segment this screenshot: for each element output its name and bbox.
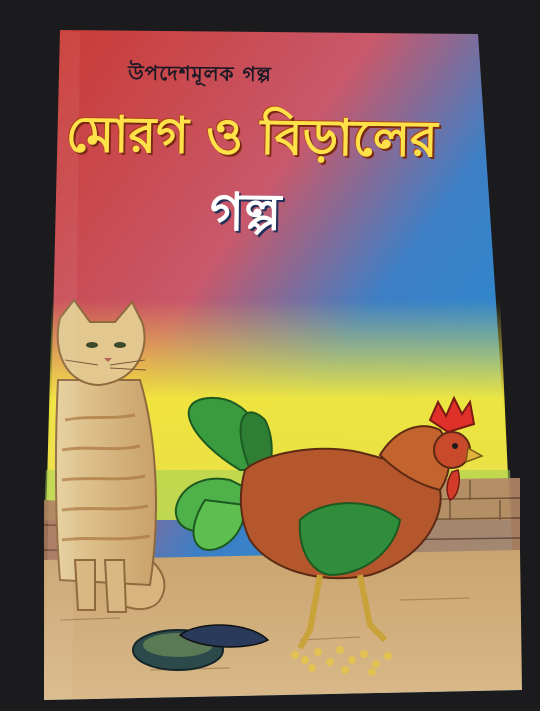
book-subtitle: উপদেশমূলক গল্প — [127, 60, 273, 87]
book-title-line2: গল্প — [209, 182, 282, 244]
book-title-line1: মোরগ ও বিড়ালের — [65, 105, 439, 169]
